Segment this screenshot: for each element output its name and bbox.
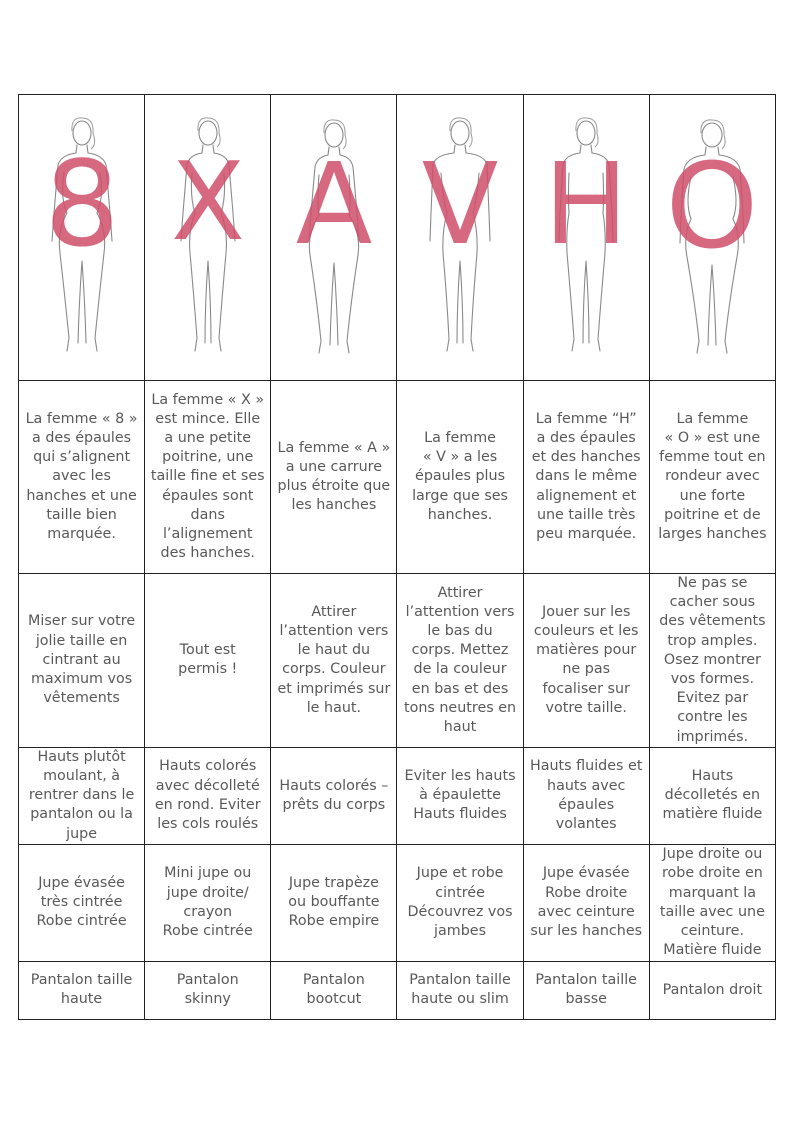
- shape-letter-h: H: [544, 139, 629, 270]
- tops-cell: Hauts colorés avec décolleté en rond. Eviter les cols roulés: [145, 747, 271, 844]
- tops-cell: Hauts colorés – prêts du corps: [271, 747, 397, 844]
- figure-cell-x: [145, 95, 271, 381]
- advice-cell: Ne pas se cacher sous des vêtements trop amples. Osez montrer vos formes. Evitez par contre les imprimés.: [649, 574, 775, 748]
- skirts-cell: Jupe et robe cintrée Découvrez vos jambes: [397, 844, 523, 961]
- body-figure-8: [27, 113, 137, 363]
- pants-cell: Pantalon droit: [649, 961, 775, 1019]
- body-shapes-table: [18, 94, 776, 1020]
- body-figure-x: [153, 113, 263, 363]
- advice-row: [19, 574, 776, 748]
- tops-cell: Eviter les hauts à épaulette Hauts fluides: [397, 747, 523, 844]
- description-cell: La femme « O » est une femme tout en rondeur avec une forte poitrine et de larges hanches: [649, 381, 775, 574]
- figure-cell-h: [523, 95, 649, 381]
- figure-cell-a: [271, 95, 397, 381]
- advice-cell: Attirer l’attention vers le bas du corps. Mettez de la couleur en bas et des tons neutres en haut: [397, 574, 523, 748]
- advice-cell: Jouer sur les couleurs et les matières pour ne pas focaliser sur votre taille.: [523, 574, 649, 748]
- description-row: [19, 381, 776, 574]
- pants-cell: Pantalon taille haute: [19, 961, 145, 1019]
- tops-cell: Hauts fluides et hauts avec épaules volantes: [523, 747, 649, 844]
- body-figure-a: [279, 113, 389, 363]
- pants-cell: Pantalon taille haute ou slim: [397, 961, 523, 1019]
- description-cell: La femme « V » a les épaules plus large que ses hanches.: [397, 381, 523, 574]
- description-cell: La femme “H” a des épaules et des hanches dans le même alignement et une taille très peu marquée.: [523, 381, 649, 574]
- skirts-cell: Jupe trapèze ou bouffante Robe empire: [271, 844, 397, 961]
- shape-letter-x: X: [170, 139, 245, 265]
- tops-cell: Hauts plutôt moulant, à rentrer dans le pantalon ou la jupe: [19, 747, 145, 844]
- figure-cell-v: [397, 95, 523, 381]
- body-figure-v: [405, 113, 515, 363]
- pants-cell: Pantalon bootcut: [271, 961, 397, 1019]
- figure-cell-8: [19, 95, 145, 381]
- figure-row: [19, 95, 776, 381]
- description-cell: La femme « X » est mince. Elle a une petite poitrine, une taille fine et ses épaules sont dans l’alignement des hanches.: [145, 381, 271, 574]
- skirts-cell: Jupe droite ou robe droite en marquant la taille avec une ceinture. Matière fluide: [649, 844, 775, 961]
- advice-cell: Miser sur votre jolie taille en cintrant au maximum vos vêtements: [19, 574, 145, 748]
- skirts-cell: Mini jupe ou jupe droite/ crayon Robe cintrée: [145, 844, 271, 961]
- shape-letter-v: V: [421, 139, 499, 270]
- skirts-cell: Jupe évasée très cintrée Robe cintrée: [19, 844, 145, 961]
- body-figure-o: [657, 113, 767, 363]
- body-figure-h: [531, 113, 641, 363]
- skirts-cell: Jupe évasée Robe droite avec ceinture sur les hanches: [523, 844, 649, 961]
- pants-row: [19, 961, 776, 1019]
- figure-cell-o: [649, 95, 775, 381]
- pants-cell: Pantalon skinny: [145, 961, 271, 1019]
- description-cell: La femme « 8 » a des épaules qui s’alignent avec les hanches et une taille bien marquée.: [19, 381, 145, 574]
- tops-cell: Hauts décolletés en matière fluide: [649, 747, 775, 844]
- description-cell: La femme « A » a une carrure plus étroite que les hanches: [271, 381, 397, 574]
- advice-cell: Tout est permis !: [145, 574, 271, 748]
- advice-cell: Attirer l’attention vers le haut du corps. Couleur et imprimés sur le haut.: [271, 574, 397, 748]
- shape-letter-8: 8: [44, 134, 120, 273]
- tops-row: [19, 747, 776, 844]
- shape-letter-o: O: [665, 136, 759, 275]
- shape-letter-a: A: [295, 139, 373, 270]
- pants-cell: Pantalon taille basse: [523, 961, 649, 1019]
- skirts-row: [19, 844, 776, 961]
